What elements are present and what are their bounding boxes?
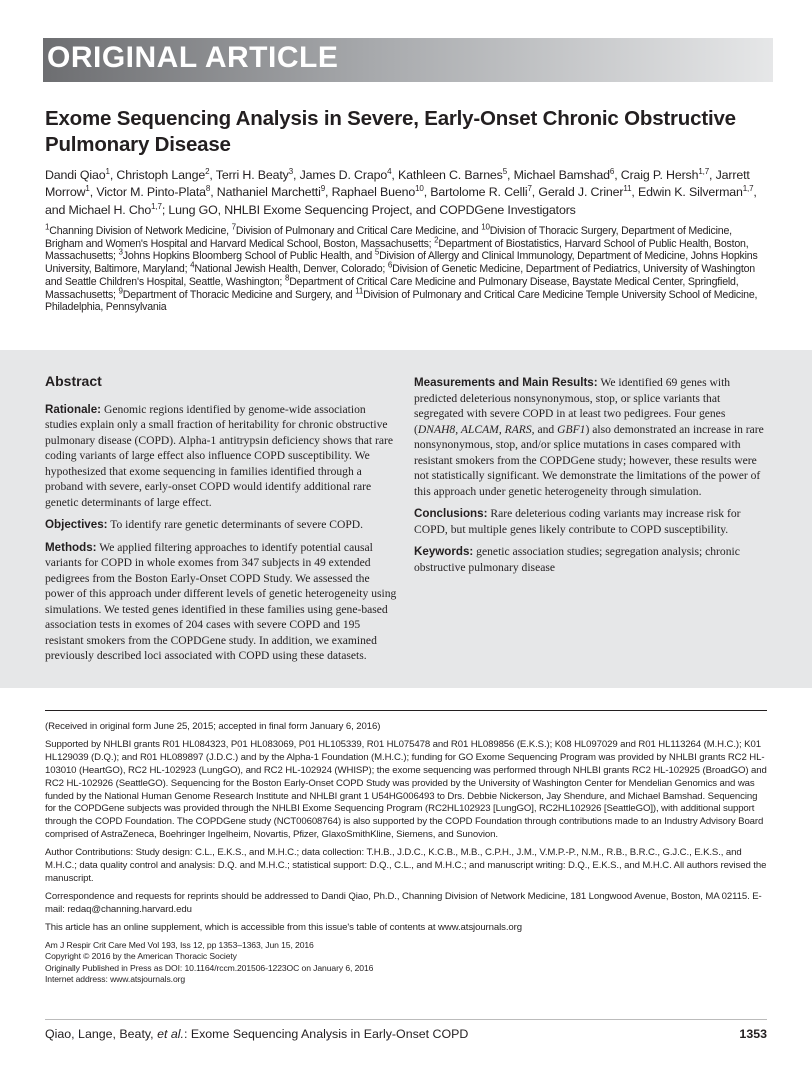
affiliation-text: Department of Biostatistics, Harvard School of Public Health, Boston, Massachusetts;	[45, 237, 749, 263]
affiliation-text: Johns Hopkins Bloomberg School of Public Health, and	[122, 250, 375, 263]
abstract-rationale	[45, 402, 400, 511]
author-affiliation-marker: 1,7	[742, 184, 754, 194]
author-affiliation-marker: 1	[105, 166, 110, 176]
received-dates: (Received in original form June 25, 2015; accepted in final form January 6, 2016)	[45, 721, 381, 732]
affiliation-text: Division of Genetic Medicine, Department of Pediatrics, University of Washington and Seattle Children's Hospital, Seattle, Washington;	[45, 263, 755, 288]
author-affiliation-marker: 6	[609, 166, 615, 176]
author-affiliation-marker: 5	[502, 166, 508, 176]
affiliation-marker: 8	[284, 273, 290, 283]
author-affiliation-marker: 1,7	[151, 201, 162, 211]
gene-name: GBF1	[557, 422, 586, 436]
author-separator: ,	[391, 168, 398, 182]
footer-title: : Exome Sequencing Analysis in Early-Onset COPD	[183, 1027, 469, 1041]
abstract-conclusions	[414, 506, 770, 537]
section-text: genetic association studies; segregation analysis; chronic obstructive pulmonary disease	[414, 545, 740, 574]
author-name: Bartolome R. Celli	[430, 185, 528, 200]
author-separator: ,	[325, 185, 332, 200]
author-separator: ,	[109, 168, 117, 182]
affiliation-text: National Jewish Health, Denver, Colorado;	[194, 263, 388, 276]
author-separator: ,	[531, 185, 539, 200]
author-separator: ,	[709, 168, 716, 182]
abstract-box	[0, 350, 812, 688]
section-label: Measurements and Main Results:	[414, 376, 598, 389]
footer-etal: et al.	[157, 1027, 184, 1041]
author-name: James D. Crapo	[299, 168, 388, 182]
article-type-banner	[43, 38, 773, 82]
abstract-keywords	[414, 544, 770, 575]
abstract-heading: Abstract	[45, 373, 102, 389]
author-affiliation-marker: 2	[205, 166, 210, 176]
author-separator: ,	[631, 185, 639, 200]
affiliation-marker: 4	[190, 260, 195, 270]
footer-authors: Qiao, Lange, Beaty,	[45, 1027, 158, 1041]
supplement-note: This article has an online supplement, which is accessible from this issue's table of contents at www.atsjournals.org	[45, 921, 522, 933]
abstract-objectives	[45, 517, 400, 533]
affiliation-marker: 5	[374, 247, 380, 257]
author-affiliation-marker: 4	[387, 166, 392, 176]
section-label: Conclusions:	[414, 507, 488, 520]
author-affiliation-marker: 7	[527, 184, 532, 194]
section-label: Keywords:	[414, 545, 474, 558]
affiliation-marker: 3	[118, 247, 123, 257]
author-name: Nathaniel Marchetti	[216, 185, 321, 200]
section-label: Objectives:	[45, 518, 108, 531]
author-separator: ,	[293, 168, 300, 182]
author-name: Kathleen C. Barnes	[397, 168, 503, 182]
running-footer	[45, 1027, 468, 1041]
abstract-results	[414, 375, 770, 499]
doi: Originally Published in Press as DOI: 10.1164/rccm.201506-1223OC on January 6, 2016	[45, 962, 374, 973]
funding-note: Supported by NHLBI grants R01 HL084323, P01 HL083069, P01 HL105339, R01 HL075478 and R01 HL089856 (E.K.S.); K08 HL097029 and R01 HL113264 (M.H.C.); K01 HL129039 (D.Q.); and R01 HL089897 (J.D.C.) and by the Alpha-1 Foundation (M.H.C.); funding for GO Exome Sequencing Program was provided by NHLBI grants RC2 HL-103010 (HeartGO), RC2 HL-102923 (LungGO), and RC2 HL-102924 (WHISP); the exome sequencing was performed through NHLBI grants RC2 HL-102925 (BroadGO) and RC2 HL-102926 (SeattleGO). Sequencing for the Boston Early-Onset COPD Study was provided by the University of Washington Center for Mendelian Genomics and was funded by the National Human Genome Research Institute and NHLBI grant 1 U54HG006493 to Drs. Debbie Nickerson, Jay Shendure, and Michael Bamshad. Sequencing for the COPDGene subjects was provided through the NHLBI Exome Sequencing Program (RC2HL102923 [LungGO], RC2HL102926 [SeattleGO]), with additional support through the COPD Foundation. The COPDGene study (NCT00608764) is also supported by the COPD Foundation through contributions made to an Industry Advisory Board comprised of AstraZeneca, Boehringer Ingelheim, Novartis, Pfizer, GlaxoSmithKline, Siemens, and Sunovion.	[45, 738, 767, 841]
author-affiliation-marker: 8	[205, 184, 211, 194]
citation: Am J Respir Crit Care Med Vol 193, Iss 12, pp 1353–1363, Jun 15, 2016	[45, 939, 314, 950]
author-name: Edwin K. Silverman	[638, 185, 743, 200]
affiliation-marker: 6	[387, 260, 393, 270]
affiliation-marker: 11	[355, 285, 364, 295]
page-number: 1353	[739, 1027, 767, 1041]
correspondence: Correspondence and requests for reprints should be addressed to Dandi Qiao, Ph.D., Channing Division of Network Medicine, 181 Longwood Avenue, Boston, MA 02115. E-mail: redaq@channing.harvard.edu	[45, 890, 762, 915]
copyright: Copyright © 2016 by the American Thoracic Society	[45, 951, 237, 962]
author-affiliation-marker: 10	[415, 184, 424, 194]
article-type-label: ORIGINAL ARTICLE	[47, 41, 339, 74]
internet-address: Internet address: www.atsjournals.org	[45, 974, 186, 985]
author-name: Raphael Bueno	[331, 185, 416, 200]
footnotes	[45, 721, 770, 986]
affiliation-marker: 7	[231, 222, 236, 232]
footer-divider	[45, 1019, 767, 1020]
affiliation-text: Division of Pulmonary and Critical Care Medicine, and	[235, 225, 482, 237]
divider	[45, 710, 767, 711]
author-name: Gerald J. Criner	[538, 185, 624, 200]
section-text: To identify rare genetic determinants of severe COPD.	[107, 518, 364, 531]
section-label: Rationale:	[45, 402, 102, 416]
section-text: We identified 69 genes with predicted deleterious nonsynonymous, stop, or splice variants that segregated with severe COPD in at least two pedigrees. Four genes (	[414, 376, 731, 436]
affiliation-text: Department of Thoracic Medicine and Surgery, and	[122, 288, 356, 301]
section-label: Methods:	[45, 540, 97, 554]
author-separator: ,	[507, 168, 514, 182]
author-name: Christoph Lange	[116, 168, 206, 182]
author-name: Jarrett Morrow	[45, 168, 750, 200]
affiliation-marker: 1	[45, 222, 50, 232]
section-text: Genomic regions identified by genome-wide association studies explain only a small fraction of heritability for chronic obstructive pulmonary disease (COPD). Alpha-1 antitrypsin deficiency shows that rare coding variants of large effect also influence COPD susceptibility. We hypothesized that exome sequencing in families identified through a proband with severe, early-onset COPD would identify additional rare genetic determinants of large effect.	[45, 402, 394, 509]
section-text: and	[534, 422, 558, 436]
author-list	[45, 167, 770, 219]
author-name: Michael H. Cho	[68, 202, 152, 217]
author-separator: , and	[45, 185, 757, 217]
section-text: We applied filtering approaches to identify potential causal variants for COPD in whole exomes from 347 subjects in 49 extended pedigrees from the Boston Early-Onset COPD Study. We assessed the power of this approach under different levels of genetic heterogeneity using simulations. We tested genes identified in these families using gene-based association tests in exomes of 204 cases with severe COPD and 195 resistant smokers from the COPDGene study. In addition, we examined previously described loci associated with COPD using these datasets.	[45, 540, 397, 662]
affiliation-marker: 10	[481, 222, 490, 232]
affiliation-marker: 2	[434, 235, 439, 245]
author-separator: ; Lung GO, NHLBI Exome Sequencing Project, and COPDGene Investigators	[161, 202, 576, 217]
gene-names: DNAH8, ALCAM, RARS,	[417, 422, 535, 436]
author-affiliation-marker: 11	[623, 184, 632, 194]
author-name: Victor M. Pinto-Plata	[96, 185, 206, 200]
author-name: Craig P. Hersh	[620, 168, 699, 182]
author-name: Dandi Qiao	[45, 168, 106, 182]
section-text: ) also demonstrated an increase in rare nonsynonymous, stop, and/or splice mutations in cases compared with resistant smokers from the COPDGene study; however, these results were not statistically significant. We demonstrate the limitations of the power of this approach under genetic heterogeneity through simulation.	[414, 422, 764, 498]
affiliation-text: Department of Critical Care Medicine and Pulmonary Disease, Baystate Medical Center, Springfield, Massachusetts;	[45, 275, 739, 301]
affiliation-marker: 9	[118, 285, 123, 295]
abstract-right-column	[414, 375, 770, 582]
section-text: Rare deleterious coding variants may increase risk for COPD, but multiple genes likely contribute to COPD susceptibility.	[414, 507, 741, 536]
affiliations	[45, 222, 770, 314]
author-affiliation-marker: 1	[85, 184, 90, 194]
affiliation-text: Division of Pulmonary and Critical Care Medicine Temple University School of Medicine, Philadelphia, Pennsylvania	[45, 288, 758, 314]
article-title: Exome Sequencing Analysis in Severe, Early-Onset Chronic Obstructive Pulmonary Disease	[45, 107, 736, 156]
author-name: Terri H. Beaty	[215, 168, 289, 182]
author-separator: ,	[89, 185, 97, 200]
affiliation-text: Division of Allergy and Clinical Immunology, Department of Medicine, Johns Hopkins University, Baltimore, Maryland;	[45, 250, 758, 276]
author-name: Michael Bamshad	[513, 168, 610, 182]
author-affiliation-marker: 9	[320, 184, 325, 194]
author-affiliation-marker: 1,7	[698, 166, 710, 176]
author-separator: ,	[423, 185, 431, 200]
author-separator: ,	[210, 185, 217, 200]
author-contributions: Author Contributions: Study design: C.L., E.K.S., and M.H.C.; data collection: T.H.B., J.D.C., K.C.B., M.B., C.P.H., J.M., V.M.P.-P., N.M., R.B., B.R.C., G.J.C., E.K.S., and M.H.C.; data quality control and analysis: D.Q. and M.H.C.; statistical support: D.Q., C.L., and M.H.C.; and manuscript writing: D.Q., E.K.S., and M.H.C. All authors revised the manuscript.	[45, 847, 767, 884]
author-affiliation-marker: 3	[288, 166, 294, 176]
abstract-left-column	[45, 372, 400, 671]
author-separator: ,	[614, 168, 621, 182]
affiliation-text: Channing Division of Network Medicine,	[49, 225, 232, 237]
author-separator: ,	[209, 168, 216, 182]
affiliation-text: Division of Thoracic Surgery, Department of Medicine, Brigham and Women's Hospital and Harvard Medical School, Boston, Massachusetts;	[45, 225, 732, 250]
abstract-methods	[45, 540, 400, 664]
